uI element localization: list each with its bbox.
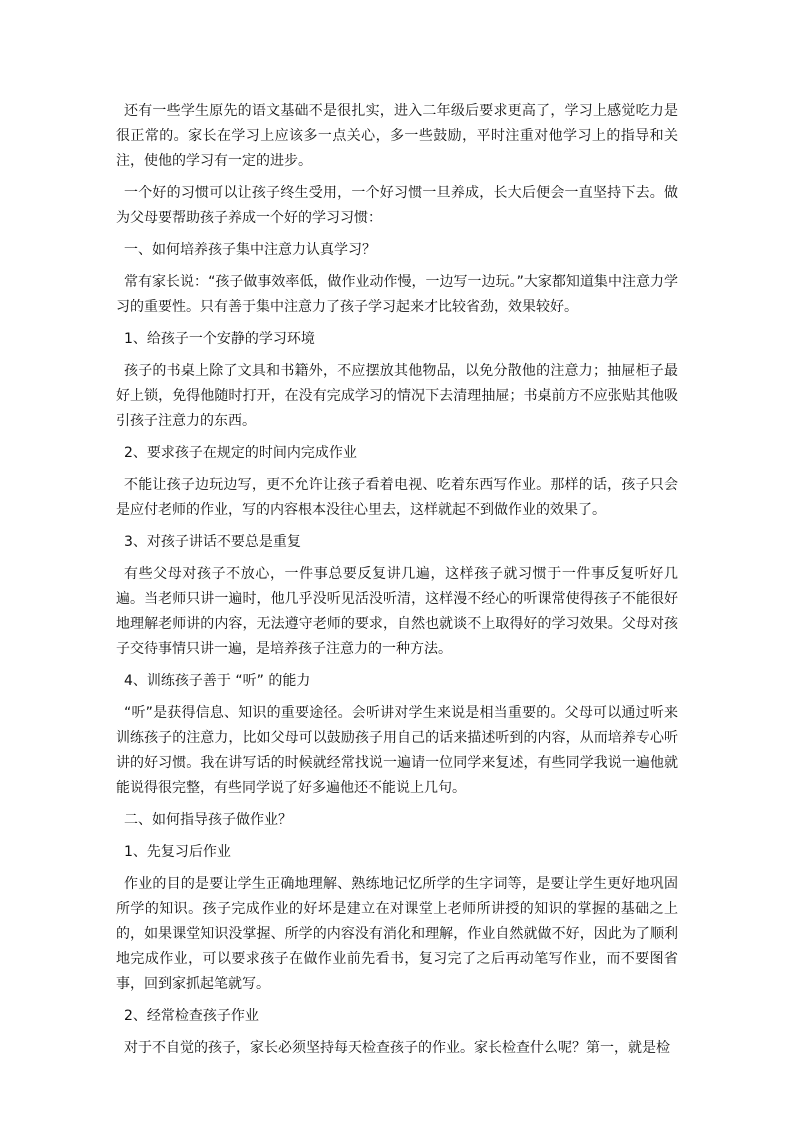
review-first-paragraph: 作业的目的是要让学生正确地理解、熟练地记忆所学的生字词等，是要让学生更好地巩固所学的知识。孩子完成作业的好坏是建立在对课堂上老师所讲授的知识的掌握的基础之上的，如果课堂知识没掌握、所学的内容没有消化和理解，作业自然就做不好，因此为了顺利地完成作业，可以要求孩子在做作业前先看书，复习完了之后再动笔写作业，而不要图省事，回到家抓起笔就写。	[116, 876, 678, 992]
document-page	[116, 99, 678, 1061]
quiet-environment-paragraph: 孩子的书桌上除了文具和书籍外，不应摆放其他物品，以免分散他的注意力；抽屉柜子最好上锁，免得他随时打开，在没有完成学习的情况下去清理抽屉；书桌前方不应张贴其他吸引孩子注意力的东西。	[116, 363, 678, 429]
time-limit-paragraph: 不能让孩子边玩边写，更不允许让孩子看着电视、吃着东西写作业。那样的话，孩子只会是应付老师的作业，写的内容根本没往心里去，这样就起不到做作业的效果了。	[116, 477, 678, 518]
concentration-paragraph: 常有家长说：“孩子做事效率低，做作业动作慢，一边写一边玩。”大家都知道集中注意力学习的重要性。只有善于集中注意力了孩子学习起来才比较省劲，效果较好。	[116, 274, 678, 315]
no-repeat-paragraph: 有些父母对孩子不放心，一件事总要反复讲几遍，这样孩子就习惯于一件事反复听好几遍。当老师只讲一遍时，他几乎没听见活没听清，这样漫不经心的听课常使得孩子不能很好地理解老师讲的内容，无法遵守老师的要求，自然也就谈不上取得好的学习效果。父母对孩子交待事情只讲一遍，是培养孩子注意力的一种方法。	[116, 566, 678, 657]
subheading-quiet-environment: 1、给孩子一个安静的学习环境	[124, 331, 315, 347]
check-homework-paragraph: 对于不自觉的孩子，家长必须坚持每天检查孩子的作业。家长检查什么呢？第一，就是检	[124, 1040, 670, 1056]
subheading-review-first: 1、先复习后作业	[124, 844, 231, 860]
subheading-no-repeat: 3、对孩子讲话不要总是重复	[124, 534, 301, 550]
subheading-check-homework: 2、经常检查孩子作业	[124, 1008, 259, 1024]
intro-paragraph: 还有一些学生原先的语文基础不是很扎实，进入二年级后要求更高了，学习上感觉吃力是很正常的。家长在学习上应该多一点关心，多一些鼓励，平时注重对他学习上的指导和关注，使他的学习有一定的进步。	[116, 103, 678, 169]
habit-paragraph: 一个好的习惯可以让孩子终生受用，一个好习惯一旦养成，长大后便会一直坚持下去。做为父母要帮助孩子养成一个好的学习习惯：	[116, 185, 678, 226]
subheading-listening: 4、训练孩子善于 “听” 的能力	[124, 673, 311, 689]
section-heading-homework: 二、如何指导孩子做作业？	[124, 812, 292, 828]
listening-paragraph: “听”是获得信息、知识的重要途径。会听讲对学生来说是相当重要的。父母可以通过听来训练孩子的注意力，比如父母可以鼓励孩子用自己的话来描述听到的内容，从而培养专心听讲的好习惯。我在讲写话的时候就经常找说一遍请一位同学来复述，有些同学我说一遍他就能说得很完整，有些同学说了好多遍他还不能说上几句。	[116, 705, 678, 796]
subheading-time-limit: 2、要求孩子在规定的时间内完成作业	[124, 445, 357, 461]
section-heading-concentration: 一、如何培养孩子集中注意力认真学习？	[124, 242, 376, 258]
